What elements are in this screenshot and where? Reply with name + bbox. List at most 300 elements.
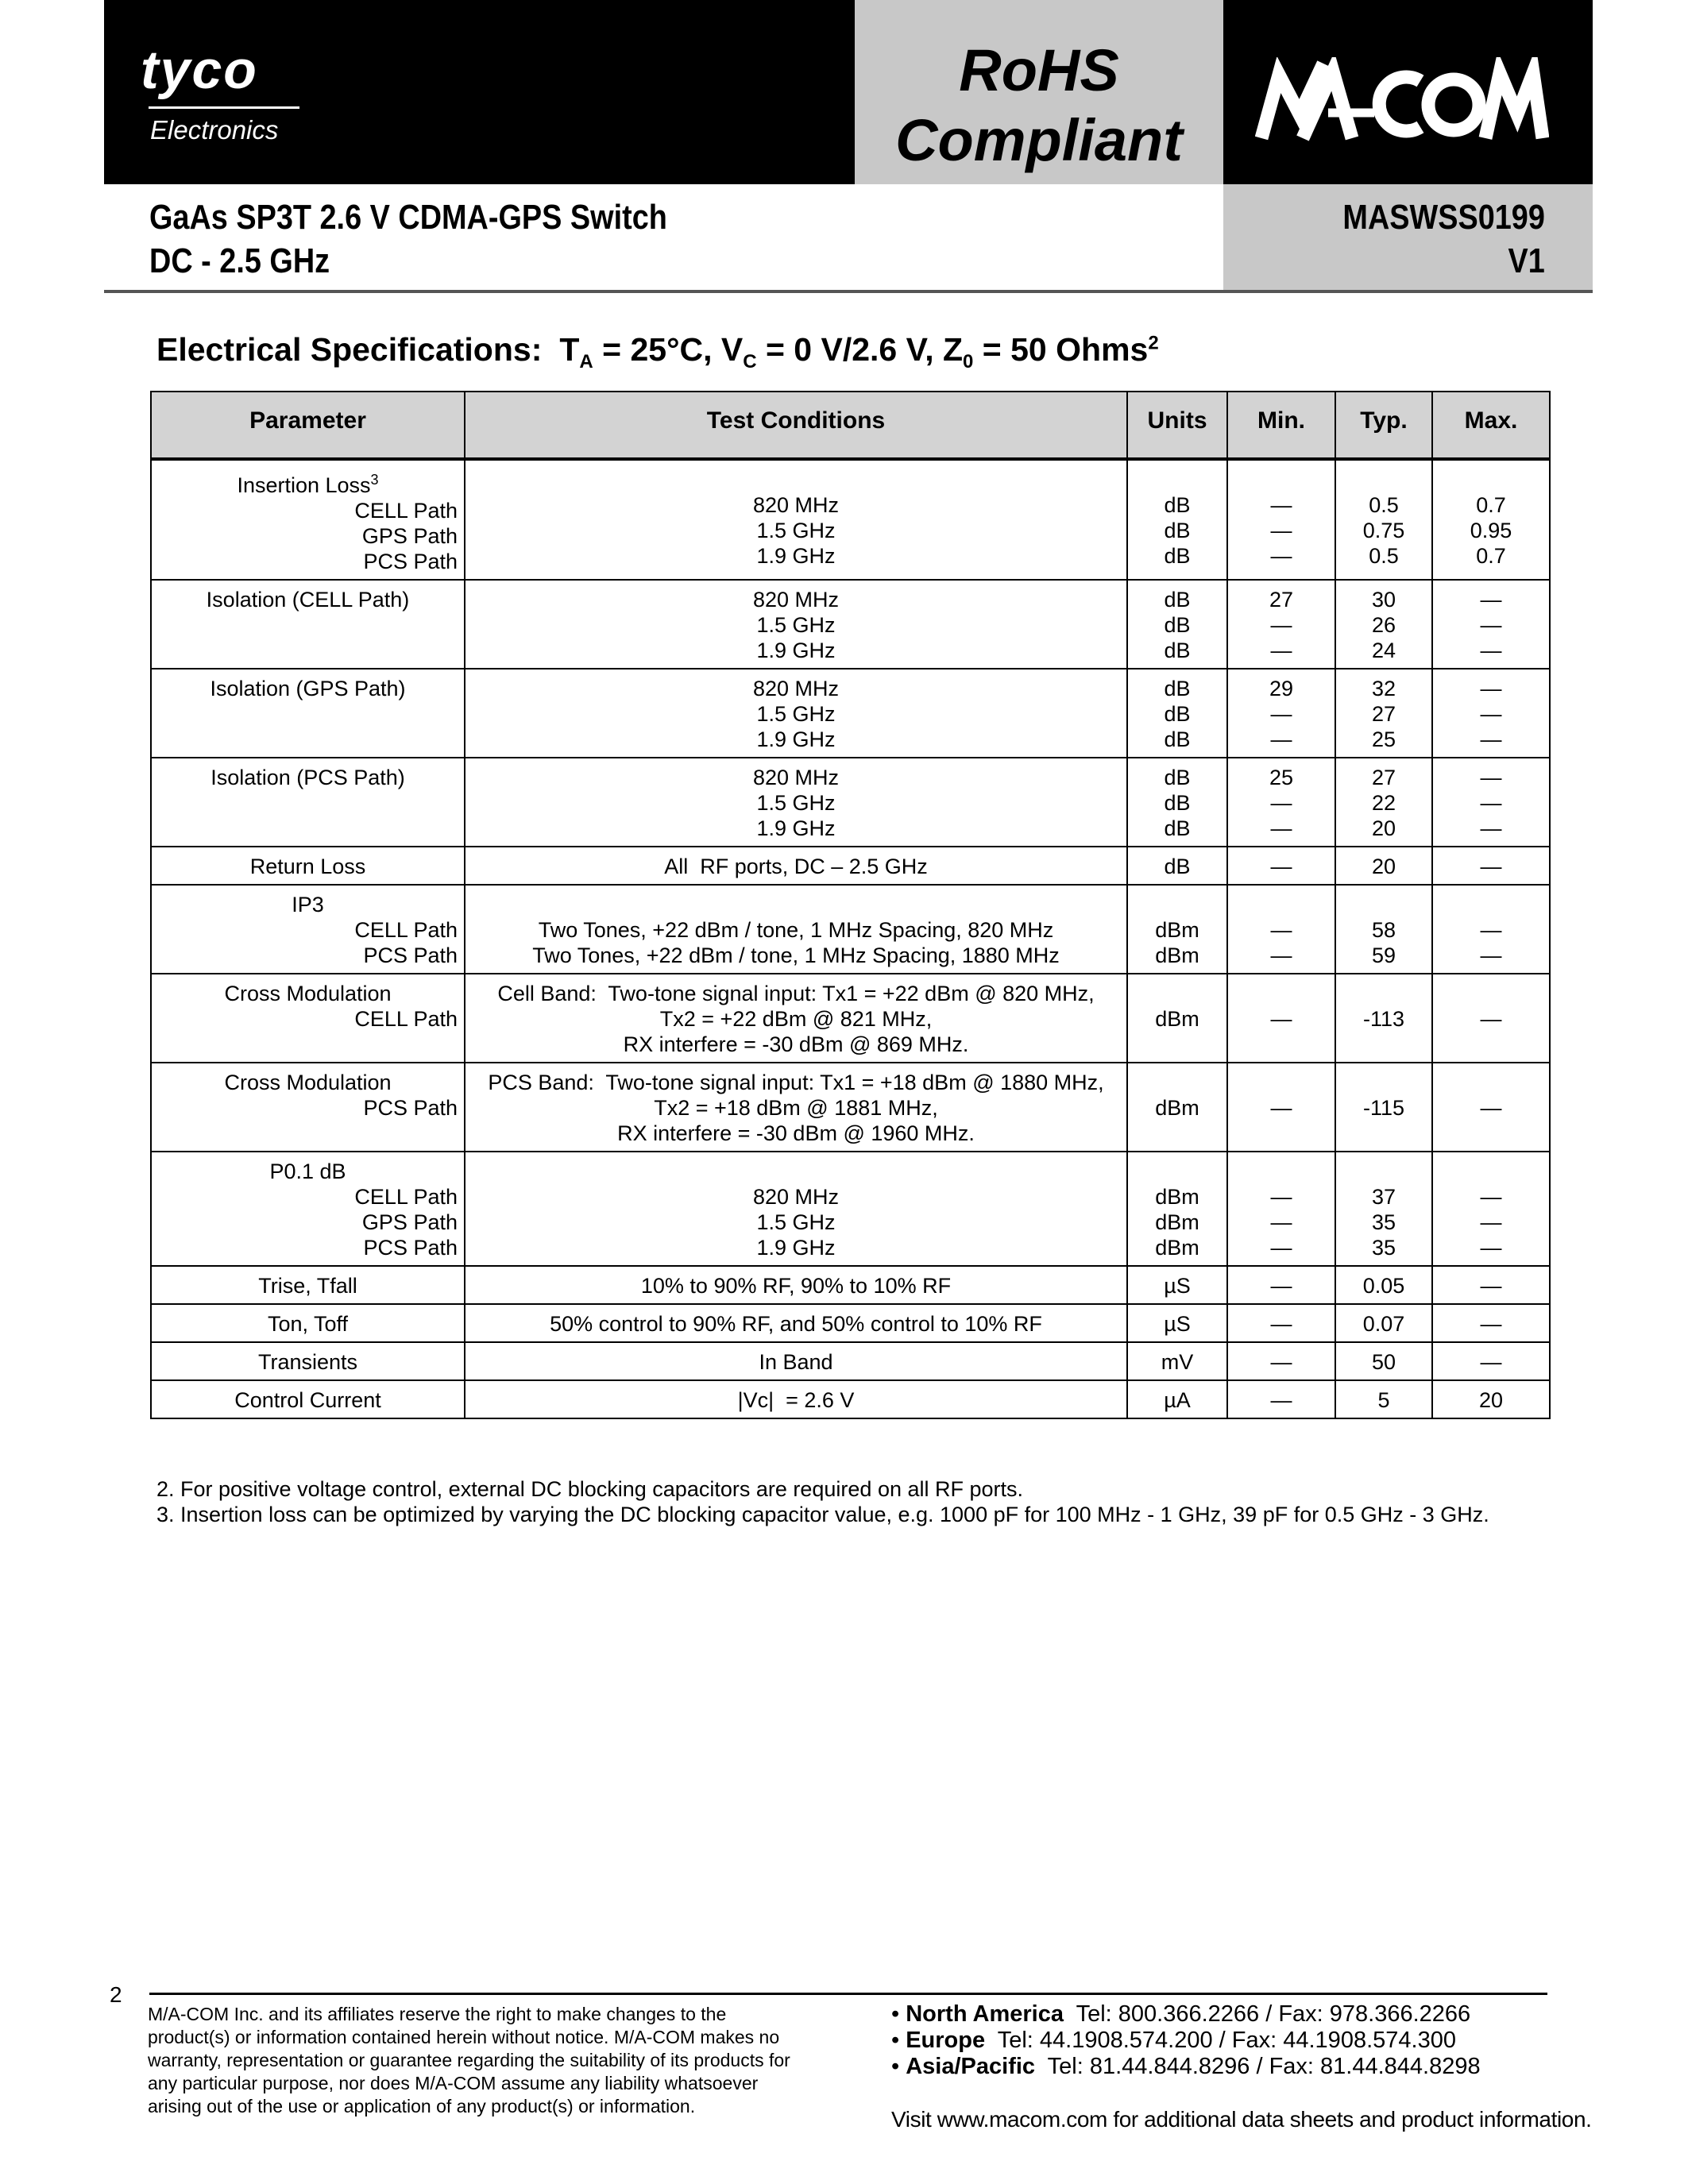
parameter-name: Return Loss bbox=[249, 855, 366, 878]
col-header-typ: Typ. bbox=[1335, 392, 1432, 459]
cell-min bbox=[1227, 669, 1335, 758]
cell-max bbox=[1432, 459, 1550, 580]
cell-conditions bbox=[465, 1266, 1127, 1304]
max-value: — bbox=[1480, 816, 1502, 840]
parameter-subpath: GPS Path bbox=[361, 524, 458, 548]
table-body bbox=[151, 459, 1550, 1418]
vc-symbol: V bbox=[720, 331, 744, 368]
min-value: — bbox=[1270, 613, 1292, 637]
typ-value: 0.05 bbox=[1362, 1274, 1405, 1298]
units-value: dBm bbox=[1155, 1007, 1199, 1031]
spacer bbox=[1133, 892, 1222, 917]
spacer bbox=[1233, 892, 1330, 917]
min-value: — bbox=[1270, 943, 1292, 967]
min-value: — bbox=[1270, 727, 1292, 751]
cell-max bbox=[1432, 974, 1550, 1063]
cell-units bbox=[1127, 847, 1227, 885]
parameter-subpath: PCS Path bbox=[363, 1236, 458, 1260]
contact-info: Tel: 44.1908.574.200 / Fax: 44.1908.574.300 bbox=[985, 2028, 1456, 2053]
parameter-subpath: CELL Path bbox=[354, 1007, 458, 1031]
cell-min bbox=[1227, 1304, 1335, 1342]
cell-typ bbox=[1335, 1152, 1432, 1266]
typ-value: 20 bbox=[1371, 855, 1396, 878]
conditions-value: |Vc| = 2.6 V bbox=[737, 1388, 855, 1412]
min-value: — bbox=[1270, 1210, 1292, 1234]
cell-typ bbox=[1335, 1304, 1432, 1342]
min-value: — bbox=[1270, 493, 1292, 517]
cell-max bbox=[1432, 847, 1550, 885]
website-link-text[interactable]: Visit www.macom.com for additional data sheets and product information. bbox=[891, 2107, 1592, 2132]
min-value: — bbox=[1270, 1236, 1292, 1260]
max-value: — bbox=[1480, 1350, 1502, 1374]
cell-parameter bbox=[151, 580, 465, 669]
cell-conditions bbox=[465, 758, 1127, 847]
conditions-value: 1.9 GHz bbox=[756, 727, 836, 751]
max-value: 0.7 bbox=[1476, 544, 1506, 568]
min-value: — bbox=[1270, 702, 1292, 726]
parameter-name: Cross Modulation bbox=[224, 1071, 392, 1094]
cell-max bbox=[1432, 758, 1550, 847]
bullet: • bbox=[891, 2028, 900, 2053]
parameter-subpath: PCS Path bbox=[363, 550, 458, 573]
cell-max bbox=[1432, 1304, 1550, 1342]
cell-conditions bbox=[465, 1304, 1127, 1342]
units-value: dB bbox=[1164, 613, 1191, 637]
typ-value: 37 bbox=[1371, 1185, 1396, 1209]
max-value: — bbox=[1480, 855, 1502, 878]
cell-typ bbox=[1335, 669, 1432, 758]
max-value: — bbox=[1480, 1236, 1502, 1260]
cell-parameter bbox=[151, 1063, 465, 1152]
max-value: — bbox=[1480, 639, 1502, 662]
parameter-subpath: CELL Path bbox=[354, 499, 458, 523]
contact-north-america bbox=[891, 2003, 1470, 2026]
cell-min bbox=[1227, 1380, 1335, 1418]
typ-value: 35 bbox=[1371, 1236, 1396, 1260]
typ-value: -113 bbox=[1362, 1007, 1405, 1031]
cell-parameter bbox=[151, 1342, 465, 1380]
conditions-value: 820 MHz bbox=[752, 493, 840, 517]
parameter-subpath: PCS Path bbox=[363, 1096, 458, 1120]
revision: V1 bbox=[1508, 241, 1545, 280]
conditions-value: 1.5 GHz bbox=[756, 1210, 836, 1234]
typ-value: 5 bbox=[1377, 1388, 1390, 1412]
cell-typ bbox=[1335, 885, 1432, 974]
cell-min bbox=[1227, 758, 1335, 847]
units-value: µA bbox=[1164, 1388, 1191, 1412]
parameter-subpath: GPS Path bbox=[361, 1210, 458, 1234]
col-header-min: Min. bbox=[1227, 392, 1335, 459]
cell-units bbox=[1127, 459, 1227, 580]
max-value: 0.95 bbox=[1470, 519, 1512, 542]
vc-subscript: C bbox=[743, 351, 757, 373]
max-value: — bbox=[1480, 1312, 1502, 1336]
min-value: — bbox=[1270, 1350, 1292, 1374]
units-value: dBm bbox=[1155, 1185, 1199, 1209]
col-header-parameter: Parameter bbox=[151, 392, 465, 459]
bullet: • bbox=[891, 2054, 900, 2079]
cell-max bbox=[1432, 1266, 1550, 1304]
cell-typ bbox=[1335, 1342, 1432, 1380]
max-value: — bbox=[1480, 727, 1502, 751]
max-value: — bbox=[1480, 702, 1502, 726]
typ-value: 50 bbox=[1371, 1350, 1396, 1374]
cell-conditions bbox=[465, 580, 1127, 669]
units-value: dBm bbox=[1155, 943, 1199, 967]
units-value: dB bbox=[1164, 493, 1191, 517]
max-value: — bbox=[1480, 1185, 1502, 1209]
tyco-logo-sub: Electronics bbox=[150, 115, 279, 145]
max-value: — bbox=[1480, 1007, 1502, 1031]
conditions-value: 1.5 GHz bbox=[756, 519, 836, 542]
spacer bbox=[470, 467, 1122, 492]
col-header-units: Units bbox=[1127, 392, 1227, 459]
conditions-value: 820 MHz bbox=[752, 1185, 840, 1209]
macom-logo-band bbox=[1223, 0, 1593, 184]
rohs-line1: RoHS bbox=[959, 37, 1119, 103]
conditions-value: Cell Band: Two-tone signal input: Tx1 = +22 dBm @ 820 MHz, bbox=[497, 982, 1095, 1005]
parameter-name: Transients bbox=[257, 1350, 358, 1374]
parameter-name: P0.1 dB bbox=[269, 1160, 346, 1183]
parameter-name: IP3 bbox=[292, 893, 324, 916]
table-row bbox=[151, 669, 1550, 758]
cell-parameter bbox=[151, 669, 465, 758]
conditions-value: 1.9 GHz bbox=[756, 544, 836, 568]
spacer bbox=[1341, 467, 1427, 492]
cell-max bbox=[1432, 580, 1550, 669]
units-value: dB bbox=[1164, 855, 1191, 878]
cell-max bbox=[1432, 1380, 1550, 1418]
bullet: • bbox=[891, 2001, 900, 2027]
parameter-footnote: 3 bbox=[370, 472, 379, 488]
parameter-name: Insertion Loss bbox=[237, 473, 371, 497]
units-value: dB bbox=[1164, 544, 1191, 568]
units-value: dB bbox=[1164, 677, 1191, 700]
table-row bbox=[151, 1266, 1550, 1304]
typ-value: 20 bbox=[1371, 816, 1396, 840]
max-value: — bbox=[1480, 1096, 1502, 1120]
typ-value: 22 bbox=[1371, 791, 1396, 815]
product-title-line2: DC - 2.5 GHz bbox=[149, 241, 330, 280]
typ-value: 58 bbox=[1371, 918, 1396, 942]
parameter-name: Isolation (GPS Path) bbox=[210, 677, 406, 700]
table-header-row bbox=[151, 392, 1550, 459]
table-row bbox=[151, 1304, 1550, 1342]
part-number: MASWSS0199 bbox=[1342, 198, 1545, 237]
cell-conditions bbox=[465, 669, 1127, 758]
table-row bbox=[151, 758, 1550, 847]
cell-typ bbox=[1335, 1380, 1432, 1418]
conditions-value: 820 MHz bbox=[752, 588, 840, 612]
parameter-subpath: CELL Path bbox=[354, 918, 458, 942]
cell-units bbox=[1127, 1063, 1227, 1152]
cell-min bbox=[1227, 1266, 1335, 1304]
cell-parameter bbox=[151, 1266, 465, 1304]
max-value: — bbox=[1480, 613, 1502, 637]
cell-min bbox=[1227, 459, 1335, 580]
parameter-name: Ton, Toff bbox=[267, 1312, 349, 1336]
conditions-value: 1.5 GHz bbox=[756, 613, 836, 637]
cell-min bbox=[1227, 1342, 1335, 1380]
max-value: — bbox=[1480, 677, 1502, 700]
col-header-conditions: Test Conditions bbox=[465, 392, 1127, 459]
parameter-name: Trise, Tfall bbox=[258, 1274, 357, 1298]
table-row bbox=[151, 459, 1550, 580]
typ-value: 27 bbox=[1371, 702, 1396, 726]
units-value: dB bbox=[1164, 727, 1191, 751]
min-value: — bbox=[1270, 1388, 1292, 1412]
max-value: — bbox=[1480, 588, 1502, 612]
cell-typ bbox=[1335, 758, 1432, 847]
cell-parameter bbox=[151, 1380, 465, 1418]
typ-value: 30 bbox=[1371, 588, 1396, 612]
units-value: dB bbox=[1164, 766, 1191, 789]
cell-parameter bbox=[151, 885, 465, 974]
tyco-logo-band bbox=[104, 0, 855, 184]
z-footnote: 2 bbox=[1148, 332, 1159, 354]
conditions-value: 1.9 GHz bbox=[756, 1236, 836, 1260]
cell-units bbox=[1127, 885, 1227, 974]
typ-value: 35 bbox=[1371, 1210, 1396, 1234]
conditions-value: Tx2 = +18 dBm @ 1881 MHz, bbox=[654, 1096, 938, 1120]
cell-min bbox=[1227, 974, 1335, 1063]
cell-conditions bbox=[465, 1380, 1127, 1418]
table-row bbox=[151, 847, 1550, 885]
min-value: — bbox=[1270, 639, 1292, 662]
min-value: — bbox=[1270, 816, 1292, 840]
spacer bbox=[1438, 467, 1544, 492]
max-value: — bbox=[1480, 943, 1502, 967]
z-symbol: Z bbox=[943, 331, 964, 368]
cell-units bbox=[1127, 974, 1227, 1063]
typ-value: 0.75 bbox=[1362, 519, 1405, 542]
typ-value: 24 bbox=[1371, 639, 1396, 662]
conditions-value: 10% to 90% RF, 90% to 10% RF bbox=[640, 1274, 952, 1298]
parameter-subpath: PCS Path bbox=[363, 943, 458, 967]
product-title-line1: GaAs SP3T 2.6 V CDMA-GPS Switch bbox=[149, 198, 667, 237]
parameter-subpath: CELL Path bbox=[354, 1185, 458, 1209]
typ-value: 26 bbox=[1371, 613, 1396, 637]
table-row bbox=[151, 1380, 1550, 1418]
typ-value: 27 bbox=[1371, 766, 1396, 789]
cell-max bbox=[1432, 1152, 1550, 1266]
cell-min bbox=[1227, 885, 1335, 974]
table-row bbox=[151, 1342, 1550, 1380]
table-row bbox=[151, 1063, 1550, 1152]
electrical-specifications-table bbox=[150, 391, 1551, 1419]
typ-value: -115 bbox=[1362, 1096, 1405, 1120]
cell-conditions bbox=[465, 885, 1127, 974]
cell-typ bbox=[1335, 1063, 1432, 1152]
min-value: — bbox=[1270, 855, 1292, 878]
cell-max bbox=[1432, 885, 1550, 974]
max-value: 20 bbox=[1478, 1388, 1504, 1412]
parameter-name: Control Current bbox=[234, 1388, 381, 1412]
vc-value: = 0 V/2.6 V, bbox=[756, 331, 943, 368]
parameter-name: Isolation (CELL Path) bbox=[206, 588, 410, 612]
units-value: dB bbox=[1164, 816, 1191, 840]
min-value: 25 bbox=[1269, 766, 1294, 789]
units-value: dBm bbox=[1155, 918, 1199, 942]
min-value: — bbox=[1270, 1185, 1292, 1209]
conditions-value: In Band bbox=[759, 1350, 833, 1374]
conditions-value: 50% control to 90% RF, and 50% control to 10% RF bbox=[550, 1312, 1042, 1336]
footnote-2: 2. For positive voltage control, external DC blocking capacitors are required on all RF ports. bbox=[156, 1477, 1024, 1501]
table-row bbox=[151, 580, 1550, 669]
spacer bbox=[1341, 892, 1427, 917]
typ-value: 0.5 bbox=[1369, 493, 1399, 517]
cell-typ bbox=[1335, 459, 1432, 580]
table-row bbox=[151, 1152, 1550, 1266]
max-value: — bbox=[1480, 791, 1502, 815]
cell-units bbox=[1127, 669, 1227, 758]
cell-min bbox=[1227, 1152, 1335, 1266]
cell-max bbox=[1432, 1063, 1550, 1152]
cell-max bbox=[1432, 669, 1550, 758]
cell-parameter bbox=[151, 1304, 465, 1342]
conditions-value: PCS Band: Two-tone signal input: Tx1 = +18 dBm @ 1880 MHz, bbox=[488, 1071, 1104, 1094]
conditions-value: 820 MHz bbox=[752, 766, 840, 789]
min-value: — bbox=[1270, 918, 1292, 942]
typ-value: 32 bbox=[1371, 677, 1396, 700]
min-value: — bbox=[1270, 1007, 1292, 1031]
cell-parameter bbox=[151, 847, 465, 885]
cell-units bbox=[1127, 758, 1227, 847]
spacer bbox=[1341, 1159, 1427, 1184]
rohs-line2: Compliant bbox=[895, 107, 1183, 173]
min-value: — bbox=[1270, 544, 1292, 568]
cell-min bbox=[1227, 580, 1335, 669]
macom-logo bbox=[1255, 57, 1549, 145]
z-value: = 50 Ohms bbox=[973, 331, 1149, 368]
cell-typ bbox=[1335, 974, 1432, 1063]
footer-divider bbox=[149, 1993, 1547, 1995]
typ-value: 59 bbox=[1371, 943, 1396, 967]
units-value: dBm bbox=[1155, 1210, 1199, 1234]
cell-conditions bbox=[465, 459, 1127, 580]
conditions-value: RX interfere = -30 dBm @ 869 MHz. bbox=[623, 1032, 969, 1056]
min-value: — bbox=[1270, 1096, 1292, 1120]
units-value: dB bbox=[1164, 519, 1191, 542]
contact-info: Tel: 800.366.2266 / Fax: 978.366.2266 bbox=[1063, 2001, 1471, 2027]
cell-units bbox=[1127, 1380, 1227, 1418]
spacer bbox=[1233, 1159, 1330, 1184]
section-label: Electrical Specifications: bbox=[156, 331, 543, 368]
tyco-logo-rule bbox=[149, 106, 299, 109]
rohs-badge bbox=[855, 0, 1223, 184]
cell-min bbox=[1227, 1063, 1335, 1152]
conditions-value: All RF ports, DC – 2.5 GHz bbox=[664, 855, 928, 878]
footnote-3: 3. Insertion loss can be optimized by varying the DC blocking capacitor value, e.g. 1000 pF for 100 MHz - 1 GHz, 39 pF for 0.5 GHz - 3 GHz. bbox=[156, 1503, 1489, 1526]
ta-symbol: T bbox=[559, 331, 580, 368]
parameter-name: Isolation (PCS Path) bbox=[211, 766, 405, 789]
conditions-value: 820 MHz bbox=[752, 677, 840, 700]
max-value: — bbox=[1480, 1274, 1502, 1298]
units-value: dBm bbox=[1155, 1236, 1199, 1260]
col-header-max: Max. bbox=[1432, 392, 1550, 459]
conditions-value: Two Tones, +22 dBm / tone, 1 MHz Spacing, 1880 MHz bbox=[532, 943, 1060, 967]
cell-typ bbox=[1335, 847, 1432, 885]
tyco-logo-word: tyco bbox=[141, 40, 258, 100]
section-heading bbox=[156, 332, 1159, 373]
cell-max bbox=[1432, 1342, 1550, 1380]
cell-typ bbox=[1335, 1266, 1432, 1304]
cell-typ bbox=[1335, 580, 1432, 669]
contact-region: Asia/Pacific bbox=[906, 2054, 1036, 2079]
title-divider bbox=[104, 290, 1593, 293]
min-value: — bbox=[1270, 791, 1292, 815]
cell-units bbox=[1127, 1342, 1227, 1380]
conditions-value: 1.9 GHz bbox=[756, 639, 836, 662]
units-value: dB bbox=[1164, 588, 1191, 612]
cell-parameter bbox=[151, 459, 465, 580]
min-value: — bbox=[1270, 1274, 1292, 1298]
legal-disclaimer: M/A-COM Inc. and its affiliates reserve the right to make changes to the product(s) or information contained herein without notice. M/A-COM makes no warranty, representation or guarantee regarding the suitability of its products for any particular purpose, nor does M/A-COM assume any liability whatsoever arising out of the use or application of any product(s) or information. bbox=[148, 2004, 790, 2116]
ta-subscript: A bbox=[579, 351, 593, 373]
cell-parameter bbox=[151, 974, 465, 1063]
spacer bbox=[1133, 1159, 1222, 1184]
units-value: µS bbox=[1164, 1312, 1191, 1336]
cell-conditions bbox=[465, 1152, 1127, 1266]
parameter-name: Cross Modulation bbox=[224, 982, 392, 1005]
spacer bbox=[1438, 892, 1544, 917]
units-value: dBm bbox=[1155, 1096, 1199, 1120]
table-row bbox=[151, 974, 1550, 1063]
ta-value: = 25°C, bbox=[593, 331, 721, 368]
cell-parameter bbox=[151, 758, 465, 847]
contact-europe bbox=[891, 2029, 1456, 2052]
spacer bbox=[470, 1159, 1122, 1184]
spacer bbox=[1133, 467, 1222, 492]
contact-asia-pacific bbox=[891, 2055, 1481, 2078]
cell-min bbox=[1227, 847, 1335, 885]
max-value: — bbox=[1480, 766, 1502, 789]
cell-conditions bbox=[465, 847, 1127, 885]
cell-conditions bbox=[465, 1063, 1127, 1152]
conditions-value: 1.9 GHz bbox=[756, 816, 836, 840]
units-value: mV bbox=[1161, 1350, 1194, 1374]
conditions-value: RX interfere = -30 dBm @ 1960 MHz. bbox=[617, 1121, 975, 1145]
max-value: — bbox=[1480, 918, 1502, 942]
units-value: dB bbox=[1164, 702, 1191, 726]
units-value: µS bbox=[1164, 1274, 1191, 1298]
cell-units bbox=[1127, 1152, 1227, 1266]
units-value: dB bbox=[1164, 639, 1191, 662]
typ-value: 25 bbox=[1371, 727, 1396, 751]
spacer bbox=[470, 892, 1122, 917]
cell-units bbox=[1127, 1266, 1227, 1304]
spacer bbox=[1438, 1159, 1544, 1184]
page-number: 2 bbox=[110, 1982, 122, 2007]
contact-region: North America bbox=[906, 2001, 1064, 2027]
cell-conditions bbox=[465, 974, 1127, 1063]
typ-value: 0.5 bbox=[1369, 544, 1399, 568]
units-value: dB bbox=[1164, 791, 1191, 815]
max-value: — bbox=[1480, 1210, 1502, 1234]
cell-parameter bbox=[151, 1152, 465, 1266]
spacer bbox=[1233, 467, 1330, 492]
min-value: — bbox=[1270, 519, 1292, 542]
z-subscript: 0 bbox=[963, 351, 974, 373]
max-value: 0.7 bbox=[1476, 493, 1506, 517]
contact-info: Tel: 81.44.844.8296 / Fax: 81.44.844.8298 bbox=[1035, 2054, 1481, 2079]
table-row bbox=[151, 885, 1550, 974]
contact-region: Europe bbox=[906, 2028, 986, 2053]
min-value: 29 bbox=[1269, 677, 1294, 700]
cell-units bbox=[1127, 1304, 1227, 1342]
min-value: — bbox=[1270, 1312, 1292, 1336]
min-value: 27 bbox=[1269, 588, 1294, 612]
